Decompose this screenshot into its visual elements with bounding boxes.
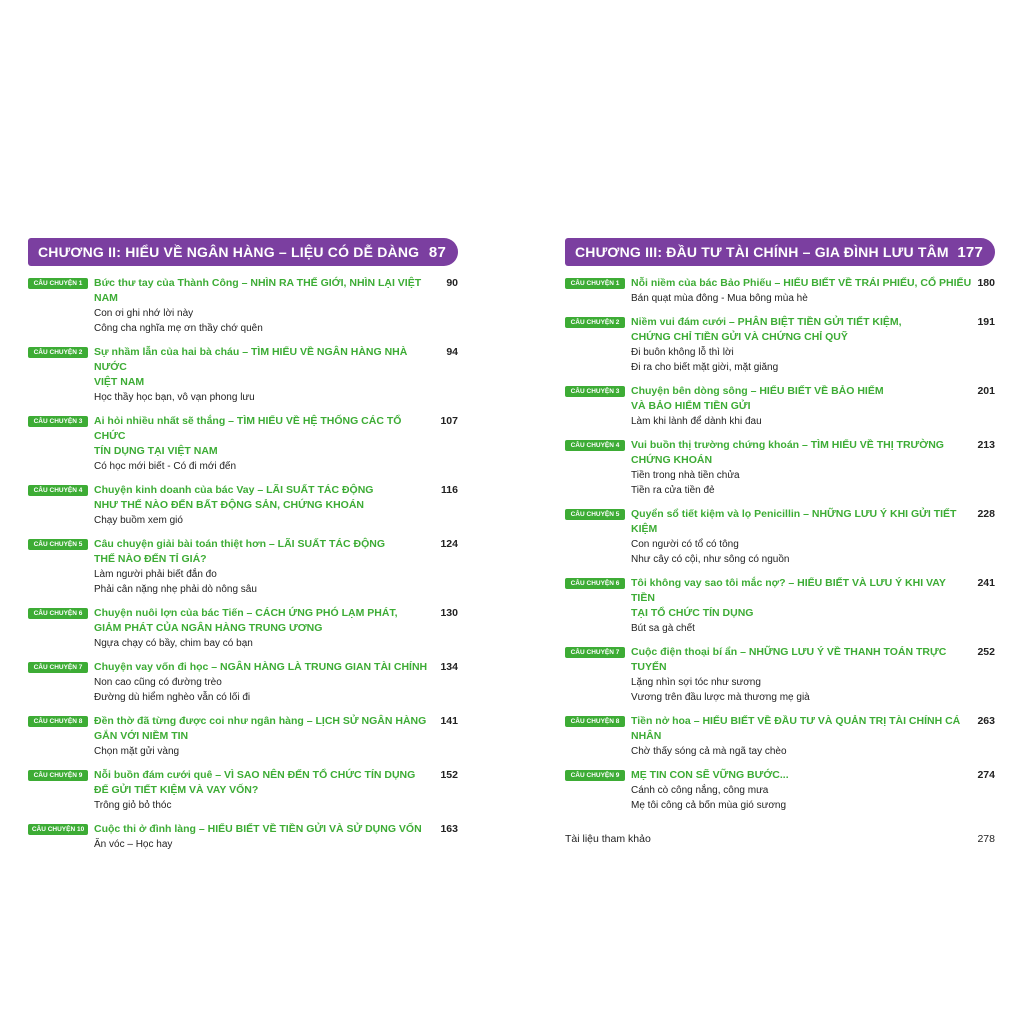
- story-tag: CÂU CHUYỆN 1: [28, 278, 88, 289]
- chapter-2-story-list: [28, 276, 458, 852]
- toc-entry: [28, 768, 458, 813]
- story-page-number: 252: [977, 646, 995, 658]
- story-tag: CÂU CHUYỆN 3: [565, 386, 625, 397]
- story-proverb: Chạy buồm xem gió: [94, 515, 183, 526]
- toc-entry-body: [94, 660, 458, 705]
- toc-entry: [565, 276, 995, 306]
- story-page-number: 201: [977, 385, 995, 397]
- story-proverb: Tiền trong nhà tiền chửa: [631, 470, 740, 481]
- story-page-number: 130: [440, 607, 458, 619]
- story-tag: CÂU CHUYỆN 5: [28, 539, 88, 550]
- story-tag: CÂU CHUYỆN 3: [28, 416, 88, 427]
- story-proverb: Chờ thấy sóng cả mà ngã tay chèo: [631, 746, 787, 757]
- story-proverb: Ngựa chạy có bầy, chim bay có bạn: [94, 638, 253, 649]
- toc-entry-body: [631, 276, 995, 306]
- story-tag: CÂU CHUYỆN 6: [565, 578, 625, 589]
- story-page-number: 241: [977, 577, 995, 589]
- chapter-3-story-list: [565, 276, 995, 813]
- story-tag: CÂU CHUYỆN 5: [565, 509, 625, 520]
- story-proverb: Ăn vóc – Học hay: [94, 839, 173, 850]
- story-tag: CÂU CHUYỆN 10: [28, 824, 88, 835]
- chapter-3-column: [565, 238, 995, 845]
- story-tag: CÂU CHUYỆN 2: [565, 317, 625, 328]
- story-proverb: Vương trên đầu lược mà thương mẹ già: [631, 692, 810, 703]
- story-tag: CÂU CHUYỆN 4: [565, 440, 625, 451]
- toc-entry: [28, 822, 458, 852]
- toc-entry: [565, 507, 995, 567]
- toc-entry: [28, 414, 458, 474]
- toc-entry: [28, 537, 458, 597]
- toc-entry: [28, 276, 458, 336]
- story-title: Cuộc điện thoại bí ẩn – NHỮNG LƯU Ý VỀ THANH TOÁN TRỰC TUYẾN: [631, 646, 947, 673]
- story-proverb: Phải cân nặng nhẹ phải dò nông sâu: [94, 584, 257, 595]
- toc-entry-title-row: [631, 276, 995, 291]
- story-proverb: Cánh cò công nắng, công mưa: [631, 785, 769, 796]
- story-page-number: 116: [441, 484, 458, 496]
- story-page-number: 152: [440, 769, 458, 781]
- toc-entry-body: [631, 645, 995, 705]
- chapter-3-page: 177: [957, 243, 983, 261]
- story-page-number: 274: [977, 769, 995, 781]
- reference-entry: [565, 833, 995, 845]
- chapter-3-title: CHƯƠNG III: ĐẦU TƯ TÀI CHÍNH – GIA ĐÌNH LƯU TÂM: [575, 244, 949, 260]
- toc-entry-title-row: [631, 507, 995, 537]
- story-page-number: 163: [440, 823, 458, 835]
- toc-entry-body: [631, 438, 995, 498]
- story-title: Chuyện vay vốn đi học – NGÂN HÀNG LÀ TRUNG GIAN TÀI CHÍNH: [94, 661, 428, 673]
- story-title: Ai hỏi nhiều nhất sẽ thắng – TÌM HIỂU VỀ HỆ THỐNG CÁC TỔ CHỨC TÍN DỤNG TẠI VIỆT NAM: [94, 415, 402, 457]
- chapter-2-title: CHƯƠNG II: HIỂU VỀ NGÂN HÀNG – LIỆU CÓ DỄ DÀNG: [38, 244, 420, 260]
- chapter-2-column: [28, 238, 458, 861]
- story-proverb: Con người có tổ có tông: [631, 539, 739, 550]
- toc-entry: [565, 645, 995, 705]
- story-title: Nỗi buồn đám cưới quê – VÌ SAO NÊN ĐẾN TỔ CHỨC TÍN DỤNG ĐỂ GỬI TIẾT KIỆM VÀ VAY VỐN?: [94, 769, 416, 796]
- toc-entry-title-row: [631, 576, 995, 621]
- toc-entry-body: [631, 384, 995, 429]
- reference-page: 278: [977, 833, 995, 845]
- story-page-number: 134: [440, 661, 458, 673]
- toc-entry: [565, 315, 995, 375]
- toc-entry-title-row: [94, 414, 458, 459]
- story-title: Chuyện bên dòng sông – HIỂU BIẾT VỀ BẢO HIỂM VÀ BẢO HIỂM TIỀN GỬI: [631, 385, 884, 412]
- story-proverb: Con ơi ghi nhớ lời này: [94, 308, 194, 319]
- story-proverb: Bán quạt mùa đông - Mua bông mùa hè: [631, 293, 808, 304]
- toc-entry-title-row: [94, 276, 458, 306]
- toc-entry-body: [94, 822, 458, 852]
- story-title: Tiền nở hoa – HIỂU BIẾT VỀ ĐẦU TƯ VÀ QUẢN TRỊ TÀI CHÍNH CÁ NHÂN: [631, 715, 961, 742]
- story-title: Quyển sổ tiết kiệm và lọ Penicillin – NHỮNG LƯU Ý KHI GỬI TIẾT KIỆM: [631, 508, 957, 535]
- toc-entry-body: [94, 714, 458, 759]
- toc-entry: [28, 345, 458, 405]
- story-page-number: 124: [440, 538, 458, 550]
- story-tag: CÂU CHUYỆN 2: [28, 347, 88, 358]
- story-tag: CÂU CHUYỆN 8: [565, 716, 625, 727]
- story-tag: CÂU CHUYỆN 8: [28, 716, 88, 727]
- story-title: Chuyện nuôi lợn của bác Tiến – CÁCH ỨNG PHÓ LẠM PHÁT, GIẢM PHÁT CỦA NGÂN HÀNG TRUNG ƯƠNG: [94, 607, 398, 634]
- toc-entry-body: [631, 576, 995, 636]
- toc-entry-title-row: [631, 438, 995, 468]
- story-page-number: 180: [977, 277, 995, 289]
- toc-entry-title-row: [631, 768, 995, 783]
- story-proverb: Mẹ tôi công cả bốn mùa gió sương: [631, 800, 787, 811]
- story-tag: CÂU CHUYỆN 9: [565, 770, 625, 781]
- story-page-number: 191: [977, 316, 995, 328]
- story-title: Nỗi niềm của bác Bảo Phiếu – HIỂU BIẾT VỀ TRÁI PHIẾU, CỔ PHIẾU: [631, 277, 972, 289]
- story-title: Cuộc thi ở đình làng – HIỂU BIẾT VỀ TIỀN GỬI VÀ SỬ DỤNG VỐN: [94, 823, 422, 835]
- story-tag: CÂU CHUYỆN 6: [28, 608, 88, 619]
- toc-entry-body: [94, 606, 458, 651]
- toc-entry-body: [631, 768, 995, 813]
- story-proverb: Lặng nhìn sợi tóc như sương: [631, 677, 761, 688]
- story-proverb: Học thầy học bạn, vô vạn phong lưu: [94, 392, 255, 403]
- story-tag: CÂU CHUYỆN 9: [28, 770, 88, 781]
- story-proverb: Đi ra cho biết mặt giời, mặt giăng: [631, 362, 779, 373]
- toc-entry: [565, 384, 995, 429]
- story-proverb: Non cao cũng có đường trèo: [94, 677, 222, 688]
- toc-entry-body: [94, 768, 458, 813]
- toc-entry-body: [631, 507, 995, 567]
- toc-entry-title-row: [94, 660, 458, 675]
- story-proverb: Trông giỏ bỏ thóc: [94, 800, 172, 811]
- toc-entry: [565, 768, 995, 813]
- story-page-number: 141: [440, 715, 458, 727]
- story-tag: CÂU CHUYỆN 1: [565, 278, 625, 289]
- toc-entry: [565, 714, 995, 759]
- story-title: Bức thư tay của Thành Công – NHÌN RA THẾ GIỚI, NHÌN LẠI VIỆT NAM: [94, 277, 422, 304]
- toc-entry-body: [631, 315, 995, 375]
- story-title: Câu chuyện giải bài toán thiệt hơn – LÃI SUẤT TÁC ĐỘNG THẾ NÀO ĐẾN TỈ GIÁ?: [94, 538, 385, 565]
- story-proverb: Đường dù hiểm nghèo vẫn có lối đi: [94, 692, 251, 703]
- story-title: Niềm vui đám cưới – PHÂN BIỆT TIỀN GỬI TIẾT KIỆM, CHỨNG CHỈ TIỀN GỬI VÀ CHỨNG CHỈ QUỸ: [631, 316, 902, 343]
- toc-entry: [28, 483, 458, 528]
- toc-entry-body: [94, 537, 458, 597]
- story-page-number: 228: [977, 508, 995, 520]
- story-page-number: 107: [440, 415, 458, 427]
- story-title: Chuyện kinh doanh của bác Vay – LÃI SUẤT TÁC ĐỘNG NHƯ THẾ NÀO ĐẾN BẤT ĐỘNG SẢN, CHỨNG KHOÁN: [94, 484, 374, 511]
- story-proverb: Đi buôn không lỗ thì lời: [631, 347, 734, 358]
- toc-entry: [28, 714, 458, 759]
- toc-entry-title-row: [631, 315, 995, 345]
- toc-entry-body: [94, 276, 458, 336]
- toc-entry-title-row: [94, 483, 458, 513]
- toc-entry-title-row: [94, 606, 458, 636]
- story-page-number: 213: [977, 439, 995, 451]
- story-tag: CÂU CHUYỆN 4: [28, 485, 88, 496]
- toc-entry-title-row: [94, 714, 458, 744]
- toc-entry-title-row: [631, 384, 995, 414]
- story-title: Tôi không vay sao tôi mắc nợ? – HIỂU BIẾT VÀ LƯU Ý KHI VAY TIỀN TẠI TỔ CHỨC TÍN DỤNG: [631, 577, 946, 619]
- story-tag: CÂU CHUYỆN 7: [28, 662, 88, 673]
- story-page-number: 263: [977, 715, 995, 727]
- toc-entry: [28, 606, 458, 651]
- story-title: Vui buồn thị trường chứng khoán – TÌM HIỂU VỀ THỊ TRƯỜNG CHỨNG KHOÁN: [631, 439, 944, 466]
- chapter-2-page: 87: [428, 243, 446, 261]
- story-proverb: Như cây có cội, như sông có nguồn: [631, 554, 790, 565]
- chapter-3-header: [565, 238, 995, 266]
- toc-entry-title-row: [631, 714, 995, 744]
- toc-entry-title-row: [631, 645, 995, 675]
- story-proverb: Có học mới biết - Có đi mới đến: [94, 461, 237, 472]
- toc-entry-body: [94, 414, 458, 474]
- toc-entry-title-row: [94, 537, 458, 567]
- reference-label: Tài liệu tham khảo: [565, 833, 651, 845]
- toc-entry-body: [94, 345, 458, 405]
- story-proverb: Chọn mặt gửi vàng: [94, 746, 180, 757]
- toc-entry: [565, 438, 995, 498]
- toc-entry: [565, 576, 995, 636]
- story-proverb: Làm người phải biết đắn đo: [94, 569, 217, 580]
- story-tag: CÂU CHUYỆN 7: [565, 647, 625, 658]
- story-title: Đền thờ đã từng được coi như ngân hàng – LỊCH SỬ NGÂN HÀNG GẮN VỚI NIỀM TIN: [94, 715, 427, 742]
- story-proverb: Bút sa gà chết: [631, 623, 695, 634]
- story-title: Sự nhầm lẫn của hai bà cháu – TÌM HIỂU VỀ NGÂN HÀNG NHÀ NƯỚC VIỆT NAM: [94, 346, 408, 388]
- story-title: MẸ TIN CON SẼ VỮNG BƯỚC...: [631, 769, 789, 781]
- story-proverb: Làm khi lành để dành khi đau: [631, 416, 762, 427]
- toc-entry-title-row: [94, 345, 458, 390]
- story-page-number: 90: [446, 277, 458, 289]
- toc-entry-body: [631, 714, 995, 759]
- toc-entry-title-row: [94, 768, 458, 798]
- story-proverb: Công cha nghĩa mẹ ơn thầy chớ quên: [94, 323, 263, 334]
- toc-entry: [28, 660, 458, 705]
- story-proverb: Tiền ra cửa tiền đẻ: [631, 485, 715, 496]
- toc-entry-body: [94, 483, 458, 528]
- chapter-2-header: [28, 238, 458, 266]
- toc-entry-title-row: [94, 822, 458, 837]
- story-page-number: 94: [446, 346, 458, 358]
